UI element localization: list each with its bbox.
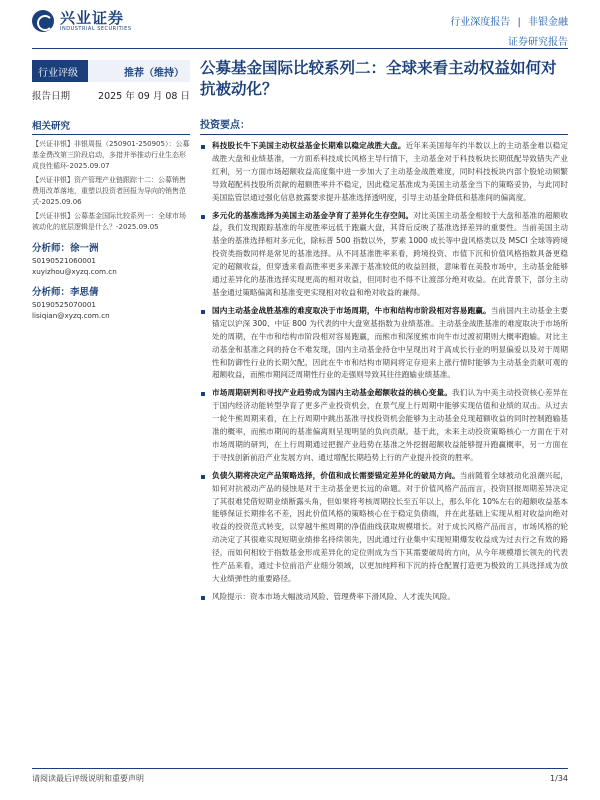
key-point-text: 近年来美国每年约半数以上的主动基金难以稳定战胜大盘和业绩基准，一方面系科技成长风格主导行情下，主动基金对于科技板块长期低配导致错失产业红利，另一方面市场超额收益高度集中进一步加大了主动基金战胜难度，同时科技板块内部个股轮动频繁导致超配科技股所贡献的超额胜率并不稳定，因此稳定基准成为美国主动基金当下的策略妥协，与此同时美国监管层通过强化信息披露要求提升基准选择透明度，引导主动基金降低和基准间的偏离度。 <box>212 141 569 202</box>
key-point-text: 对比美国主动基金相较于大盘和基准的超额收益，我们发现跟踪基准的年度胜率远低于跑赢大盘，其背后反映了基准选择差异的重要性。当前美国主动基金的基准选择相对多元化，除标普 500 指数以外，罗素 1000 成长等中盘风格类以及 MSCI 全球等跨境投资类指数同样是常见的基准选择。从不同基准胜率来看，跨境投资、市值下沉和价值风格指数具备更稳定的超额收益，但穿透来看高胜率更多来源于基准较低的收益回报，意味着在美股市场中，主动基金能够通过差异化的基准选择实现更高的相对收益，但同时也不得不让渡部分绝对收益。在此背景下，部分主动基金通过策略偏离和基准变更实现相对收益和绝对收益的兼得。 <box>212 210 569 297</box>
key-point-lead: 负债久期将决定产品策略选择，价值和成长需要锚定差异化的破局方向。 <box>212 470 460 480</box>
key-point-lead: 国内主动基金战胜基准的难度取决于市场周期，牛市和结构市阶段相对容易跑赢。 <box>212 305 491 315</box>
brand-name-en: INDUSTRIAL SECURITIES <box>60 26 132 32</box>
header-divider <box>32 48 568 49</box>
analyst-email[interactable]: xuyizhou@xyzq.com.cn <box>32 267 117 276</box>
footer-disclaimer: 请阅读最后评级说明和重要声明 <box>32 774 144 783</box>
key-point <box>200 210 568 300</box>
analyst-name: 分析师：李思倩 <box>32 287 99 298</box>
key-point-text: 当前随着全球被动化浪潮兴起，如何对抗被动产品的侵蚀是对于主动基金更长远的命题。对于价值风格产品而言，投资回报周期差异决定了其很难凭借短期业绩断露头角，但如果将考核周期拉长至五年以上，那么年化 10%左右的超额收益基本能够保证长期排名不差，因此价值风格的策略核心在于稳定负债端，并在此基础上实现从相对收益向绝对收益的投资范式转变，以穿越牛熊周期的净值曲线获取规模增长。对于成长风格产品而言，市场风格的轮动决定了其很难实现短期业绩排名持续领先，因此通过行业集中实现短期爆发收益成为过去行之有效的路径，而如何相较于指数基金形成差异化的定位则成为当下其需要破局的方向，从今年规模增长领先的代表性产品来看，通过卡位前沿产业细分领域，以更加纯粹和下沉的持仓配置打造更为极致的工具选择成为放大业绩弹性的重要路径。 <box>212 470 569 583</box>
key-point-text: 当前国内主动基金主要锚定以沪深 300、中证 800 为代表的中大盘宽基指数为业绩基准。主动基金战胜基准的难度取决于市场所处的周期，在牛市和结构市阶段相对容易跑赢，而熊市和深度熊市向牛市过渡初期则大概率跑输。对比主动基金和基准之间的持仓不难发现，国内主动基金持仓中呈现出对于高成长行业的明显偏爱以及对于周期性和防御性行业的长期欠配，因此在牛市和结构市期间将定存迎来上涨行情时能够为主动基金贡献可观的超额收益，而熊市期间泛周期性行业的走强则导致其往往跑输业绩基准。 <box>212 305 569 380</box>
bullet-icon <box>201 145 205 149</box>
report-type <box>446 13 568 48</box>
rating-value: 推荐（维持） <box>88 60 190 82</box>
key-points-heading: 投资要点： <box>200 116 568 135</box>
rating-label: 行业评级 <box>32 60 88 82</box>
brand-name: 兴业证券 <box>60 9 125 27</box>
key-point-lead: 科技股长牛下美国主动权益基金长期难以稳定战胜大盘。 <box>212 141 406 150</box>
key-point <box>200 387 568 464</box>
bullet-icon <box>201 392 205 396</box>
related-research-item[interactable]: 【兴证非银】非银周报（250901-250905）：公募基金费改第三阶段启动，多措并举推动行业生态形成良性循环-2025.09.07 <box>32 140 190 170</box>
risk-warning-text: 风险提示：资本市场大幅波动风险、管理费率下滑风险、人才流失风险。 <box>212 591 455 601</box>
report-title: 公募基金国际比较系列二：全球来看主动权益如何对抗被动化？ <box>200 59 557 98</box>
bullet-icon <box>201 215 205 219</box>
related-research-list <box>32 139 190 233</box>
report-category: 行业深度报告 <box>450 17 511 28</box>
bullet-icon <box>201 310 205 314</box>
analyst-name: 分析师：徐一洲 <box>32 243 99 254</box>
bullet-icon <box>201 475 205 479</box>
key-point <box>200 470 568 586</box>
main-content <box>200 58 568 604</box>
report-header <box>0 0 600 48</box>
page-number: 1/34 <box>550 774 568 783</box>
risk-warning <box>200 591 568 604</box>
key-point <box>200 305 568 382</box>
related-research-item[interactable]: 【兴证非银】资产管理产业链跟踪十二：公募销售费用改革落地，重塑以投资者回报为导向的销售范式-2025.09.06 <box>32 176 186 206</box>
analyst-block <box>32 243 190 277</box>
key-points-list <box>200 140 568 604</box>
date-value: 2025 年 09 月 08 日 <box>98 91 190 102</box>
bullet-icon <box>201 596 205 600</box>
analyst-code: S0190521060001 <box>32 256 97 265</box>
related-research-heading: 相关研究 <box>32 118 190 135</box>
analyst-email[interactable]: lisiqian@xyzq.com.cn <box>32 311 110 320</box>
key-point-lead: 市场周期研判和寻找产业趋势成为国内主动基金超额收益的核心变量。 <box>212 388 453 398</box>
date-label: 报告日期 <box>32 91 71 102</box>
industry-rating <box>32 60 190 82</box>
page-footer <box>32 768 568 788</box>
industry-tag: 非银金融 <box>528 17 568 28</box>
related-research-item[interactable]: 【兴证非银】公募基金国际比较系列一：全球市场被动化的底层逻辑是什么？-2025.09.05 <box>32 212 186 231</box>
brand-logo <box>32 10 132 32</box>
key-point <box>200 140 568 205</box>
analyst-code: S0190525070001 <box>32 300 97 309</box>
brand-logo-icon <box>32 10 54 32</box>
analyst-block <box>32 287 190 321</box>
key-point-lead: 多元化的基准选择为美国主动基金孕育了差异化生存空间。 <box>212 210 414 220</box>
sidebar <box>32 60 190 321</box>
report-subtitle: 证券研究报告 <box>508 37 568 48</box>
key-point-text: 我们认为中美主动投资核心差异在于国内经济动能转型孕育了更多产业投资机会，在景气度上行周期中能够实现估值和业绩的双击。从过去一轮牛熊周期来看，在上行周期中跳出基准寻找投资机会能够为主动基金兑现超额收益的同时控制跑输基准的概率，而熊市期间的基准偏离则呈现明显的负向贡献。基于此，未来主动投资策略核心一方面在于对市场周期的研判，在上行周期通过把握产业趋势在基准之外挖掘超额收益能够提升跑赢概率，另一方面在于寻找创新前沿产业发展方向、通过增配长期趋势上行的产业提升投资的胜率。 <box>212 388 569 462</box>
separator: | <box>517 17 521 28</box>
report-date <box>32 88 190 102</box>
